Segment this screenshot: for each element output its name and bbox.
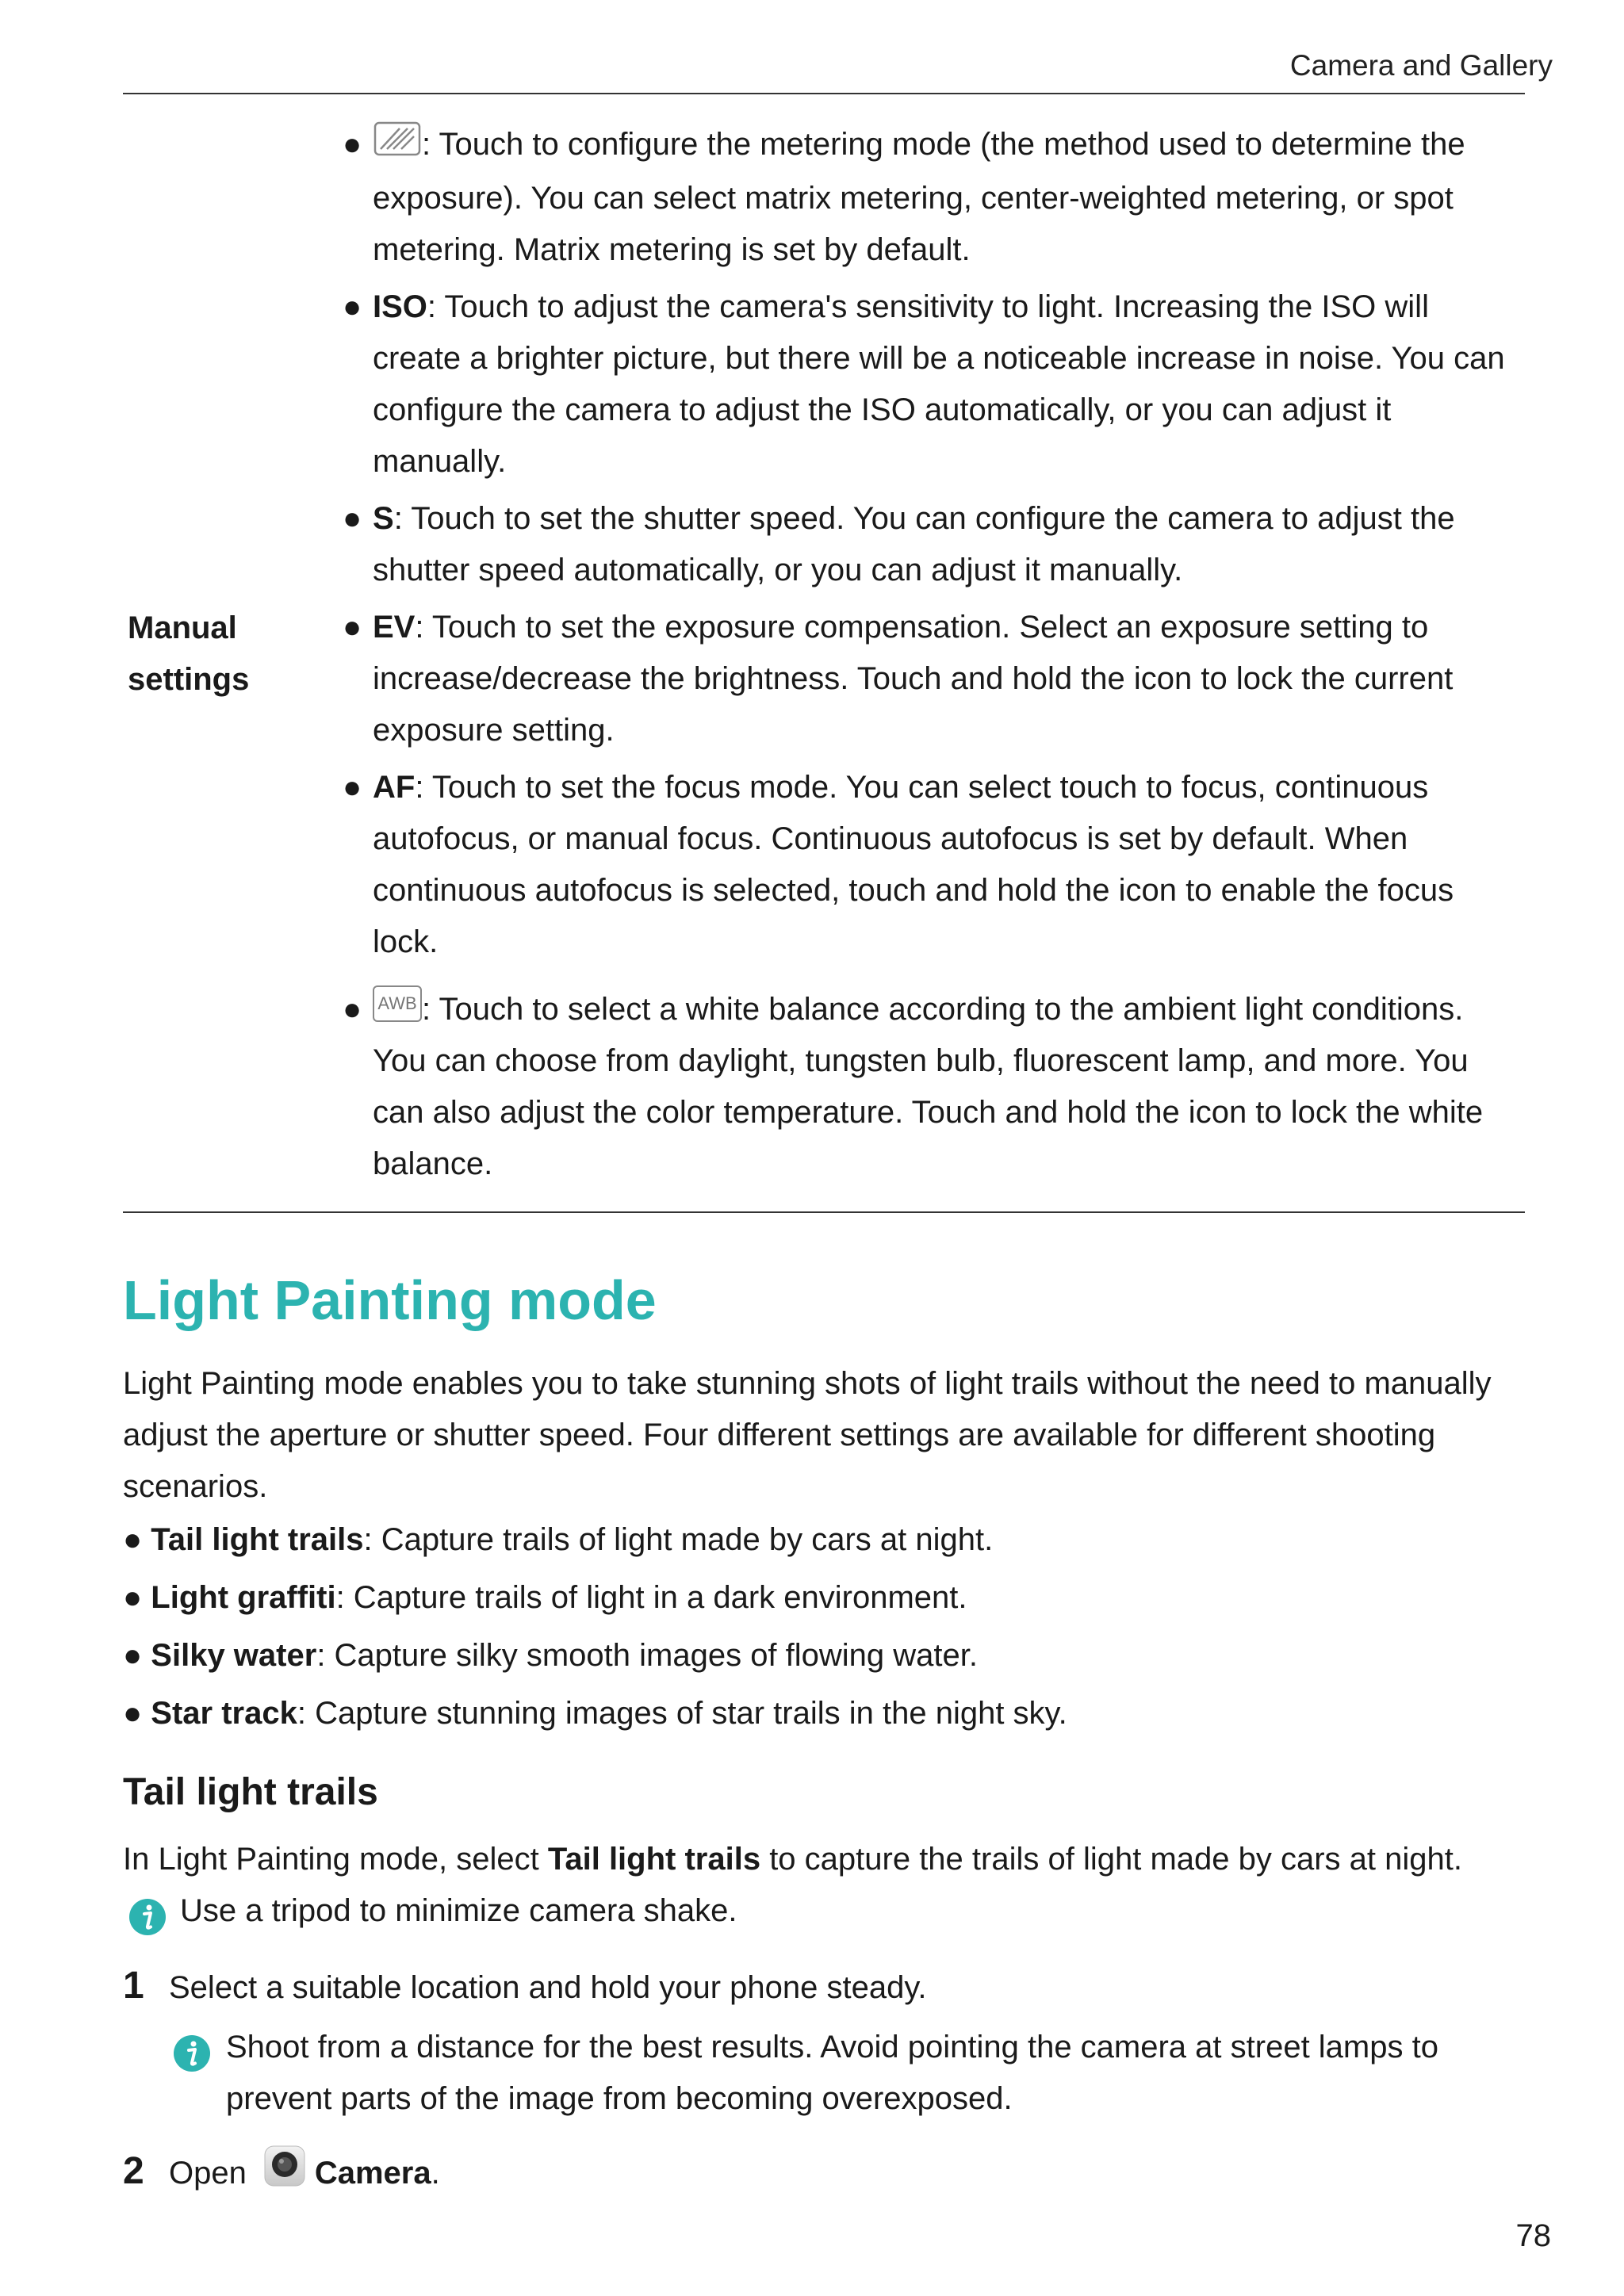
bullet: ●: [343, 127, 362, 162]
manual-settings-list: [343, 119, 1524, 1196]
list-item-iso: [343, 281, 1524, 488]
tip-note: [128, 1885, 1528, 1937]
section-intro: Light Painting mode enables you to take stunning shots of light trails without the need to manually adjust the aperture or shutter speed. Four different settings are available for different shooting scenarios.: [123, 1366, 1492, 1504]
item-text: : Capture trails of light made by cars at night.: [363, 1522, 994, 1557]
step-number: 2: [123, 2150, 144, 2192]
metering-icon: [373, 121, 422, 173]
list-item: [123, 1572, 1534, 1624]
intro-prefix: In Light Painting mode, select: [123, 1842, 548, 1877]
bullet: ●: [123, 1638, 143, 1673]
manual-label-line2: settings: [128, 662, 250, 697]
item-text: : Touch to select a white balance according to the ambient light conditions. You can choose from daylight, tungsten bulb, fluorescent lamp, and more. You can also adjust the color temperature. Touch and hold the icon to lock the white balance.: [373, 992, 1484, 1181]
list-item-shutter: [343, 493, 1524, 596]
step-text: Select a suitable location and hold your phone steady.: [169, 1970, 927, 2005]
list-item-metering: [343, 119, 1524, 276]
list-item: [123, 1630, 1534, 1682]
item-text: : Touch to set the exposure compensation. Select an exposure setting to increase/decrease the brightness. Touch and hold the icon to lock the current exposure setting.: [373, 610, 1454, 748]
step-1: [123, 1960, 926, 2014]
light-painting-list: [123, 1514, 1534, 1746]
bullet: ●: [343, 501, 362, 536]
item-label: Light graffiti: [151, 1580, 336, 1615]
bullet: ●: [343, 610, 362, 645]
step-text: Open: [169, 2156, 247, 2191]
item-text: : Touch to adjust the camera's sensitivity to light. Increasing the ISO will create a brighter picture, but there will be a noticeable increase in noise. You can configure the camera to adjust the ISO automatically, or you can adjust it manually.: [373, 289, 1505, 479]
list-item: [123, 1514, 1534, 1566]
item-text: : Touch to set the shutter speed. You can configure the camera to adjust the shutter speed automatically, or you can adjust it manually.: [373, 501, 1455, 587]
item-text: : Capture silky smooth images of flowing water.: [316, 1638, 979, 1673]
note-text: Shoot from a distance for the best results. Avoid pointing the camera at street lamps to prevent parts of the image from becoming overexposed.: [226, 2030, 1438, 2116]
header-title: Camera and Gallery: [1289, 49, 1553, 82]
list-item-ev: [343, 602, 1524, 756]
white-balance-icon: AWB: [373, 985, 422, 1022]
step-number: 1: [123, 1965, 144, 2007]
item-label: Star track: [151, 1696, 297, 1731]
tip-note: [173, 2022, 1534, 2125]
list-item: [123, 1688, 1534, 1739]
info-icon: [173, 2034, 211, 2088]
bullet: ●: [343, 992, 362, 1027]
bullet: ●: [343, 289, 362, 324]
bullet: ●: [123, 1522, 143, 1557]
step-suffix: .: [431, 2156, 440, 2191]
item-text: : Capture stunning images of star trails in the night sky.: [297, 1696, 1067, 1731]
item-label: ISO: [373, 289, 427, 324]
item-label: S: [373, 501, 394, 536]
item-text: : Touch to configure the metering mode (the method used to determine the exposure). You can select matrix metering, center-weighted metering, or spot metering. Matrix metering is set by default.: [373, 127, 1465, 267]
item-label: Tail light trails: [151, 1522, 364, 1557]
item-label: Silky water: [151, 1638, 317, 1673]
bullet: ●: [123, 1580, 143, 1615]
manual-settings-label: [128, 603, 310, 706]
intro-suffix: to capture the trails of light made by cars at night.: [760, 1842, 1462, 1877]
item-text: : Touch to set the focus mode. You can select touch to focus, continuous autofocus, or manual focus. Continuous autofocus is set by default. When continuous autofocus is selected, touch and hold the icon to enable the focus lock.: [373, 770, 1454, 959]
bullet: ●: [343, 770, 362, 805]
bottom-divider: [123, 1211, 1525, 1213]
subsection-intro: [123, 1834, 1534, 1885]
page-number: 78: [1515, 2218, 1551, 2253]
camera-app-icon: [264, 2145, 305, 2187]
item-text: : Capture trails of light in a dark environment.: [335, 1580, 967, 1615]
intro-bold: Tail light trails: [547, 1842, 761, 1877]
top-divider: [123, 93, 1525, 94]
bullet: ●: [123, 1696, 143, 1731]
manual-label-line1: Manual: [128, 610, 237, 645]
info-icon: [128, 1898, 167, 1952]
list-item-af: [343, 762, 1524, 968]
list-item-white-balance: [343, 984, 1524, 1190]
subsection-title: Tail light trails: [123, 1771, 378, 1813]
item-label: AF: [373, 770, 416, 805]
step-2: [123, 2145, 440, 2199]
item-label: EV: [373, 610, 416, 645]
note-text: Use a tripod to minimize camera shake.: [180, 1893, 737, 1928]
section-title: Light Painting mode: [123, 1269, 657, 1331]
camera-label: Camera: [314, 2156, 431, 2191]
